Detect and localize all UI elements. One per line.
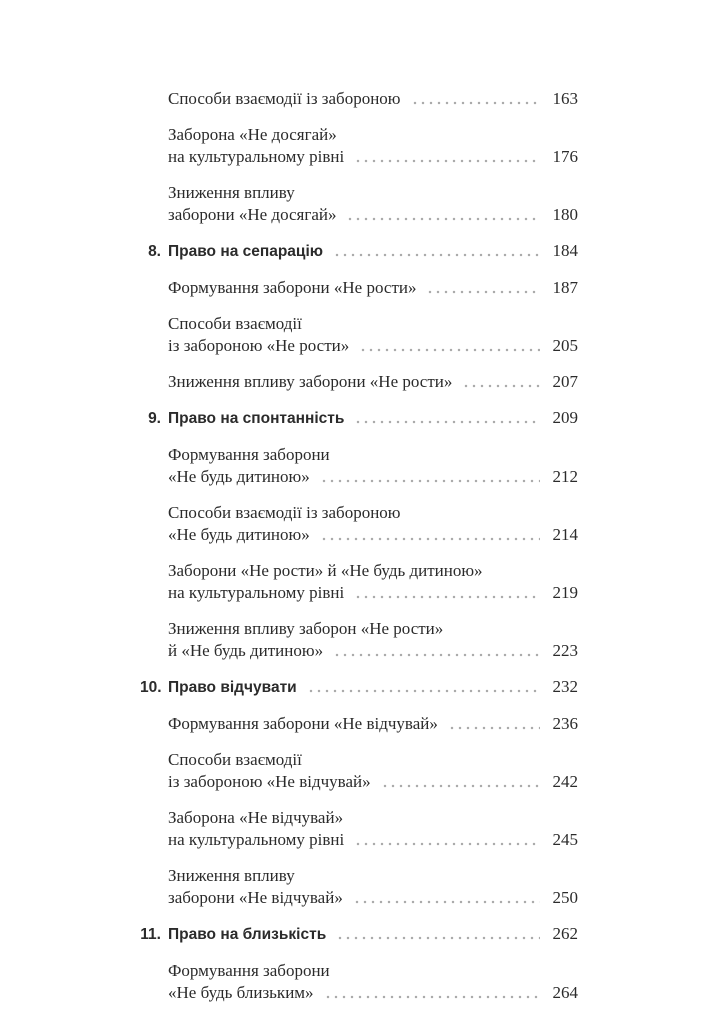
dot-leader [307, 689, 540, 693]
dot-leader [448, 726, 540, 730]
toc-entry-number [140, 88, 168, 89]
toc-chapter-entry [140, 407, 578, 430]
toc-entry-title-line: Заборона «Не відчувай» [168, 808, 344, 827]
toc-entry-title: Право на сепарацію [168, 243, 323, 260]
toc-entry-title: на культуральному рівні [168, 830, 345, 849]
toc-entry-number: 10. [140, 679, 162, 696]
toc-entry-title-line: Способи взаємодії із забороною [168, 503, 401, 522]
dot-leader [336, 936, 540, 940]
toc-sub-entry [140, 277, 578, 299]
toc-sub-entry [140, 182, 578, 226]
toc-sub-entry [140, 618, 578, 662]
toc-sub-entry [140, 807, 578, 851]
toc-entry-number [140, 182, 168, 183]
toc-page-number: 163 [552, 89, 578, 108]
toc-page-number: 205 [552, 336, 578, 355]
dot-leader [462, 384, 540, 388]
toc-entry-title-line: Формування заборони [168, 961, 330, 980]
toc-page-number: 219 [552, 583, 578, 602]
toc-entry-title-line: Зниження впливу заборон «Не рости» [168, 619, 444, 638]
toc-entry-title-line: Зниження впливу [168, 866, 295, 885]
toc-sub-entry [140, 960, 578, 1004]
toc-entry-number [140, 749, 168, 750]
toc-sub-entry [140, 313, 578, 357]
toc-sub-entry [140, 444, 578, 488]
toc-page-number: 212 [552, 467, 578, 486]
toc-entry-title-line: Заборони «Не рости» й «Не будь дитиною» [168, 561, 483, 580]
toc-page-number: 176 [552, 147, 578, 166]
toc-entry-number [140, 371, 168, 372]
toc-page-number: 250 [552, 888, 578, 907]
toc-entry-title: «Не будь близьким» [168, 983, 314, 1002]
toc-entry-number [140, 277, 168, 278]
toc-entry-title: «Не будь дитиною» [168, 525, 310, 544]
toc-entry-title-line: Формування заборони [168, 445, 330, 464]
dot-leader [346, 217, 540, 221]
toc-entry-number: 11. [140, 926, 161, 943]
toc-entry-number [140, 713, 168, 714]
toc-page-number: 262 [552, 924, 578, 943]
toc-entry-title: Способи взаємодії із забороною [168, 89, 401, 108]
dot-leader [320, 479, 540, 483]
toc-chapter-entry [140, 240, 578, 263]
toc-entry-title: Право на спонтанність [168, 410, 345, 427]
toc-entry-title: на культуральному рівні [168, 147, 345, 166]
dot-leader [354, 159, 540, 163]
dot-leader [426, 290, 540, 294]
dot-leader [354, 595, 540, 599]
toc-entry-title-line: Заборона «Не досягай» [168, 125, 337, 144]
toc-sub-entry [140, 713, 578, 735]
toc-page-number: 264 [552, 983, 578, 1002]
dot-leader [333, 253, 540, 257]
dot-leader [320, 537, 540, 541]
toc-page-number: 187 [552, 278, 578, 297]
toc-entry-number: 9. [148, 410, 161, 427]
toc-page-number: 236 [552, 714, 578, 733]
toc-entry-title: Формування заборони «Не рости» [168, 278, 417, 297]
toc-entry-title-line: Способи взаємодії [168, 314, 302, 333]
toc-page-number: 209 [552, 408, 578, 427]
toc-page-number: 184 [552, 241, 578, 260]
toc-entry-number [140, 313, 168, 314]
toc-entry-title: із забороною «Не рости» [168, 336, 350, 355]
toc-sub-entry [140, 88, 578, 110]
toc-entry-number [140, 960, 168, 961]
toc-entry-number [140, 807, 168, 808]
toc-entry-title-line: Способи взаємодії [168, 750, 302, 769]
toc-entry-number [140, 560, 168, 561]
toc-entry-title: Право відчувати [168, 679, 297, 696]
toc-entry-number [140, 444, 168, 445]
toc-sub-entry [140, 560, 578, 604]
toc-entry-title: Зниження впливу заборони «Не рости» [168, 372, 453, 391]
toc-entry-title: Формування заборони «Не відчувай» [168, 714, 438, 733]
toc-entry-title: й «Не будь дитиною» [168, 641, 324, 660]
toc-entry-title: на культуральному рівні [168, 583, 345, 602]
toc-entry-title: заборони «Не відчувай» [168, 888, 343, 907]
dot-leader [381, 784, 540, 788]
toc-sub-entry [140, 371, 578, 393]
toc-page-number: 242 [552, 772, 578, 791]
toc-entry-number [140, 865, 168, 866]
toc-entry-number [140, 124, 168, 125]
toc-page-number: 207 [552, 372, 578, 391]
toc-sub-entry [140, 749, 578, 793]
toc-entry-title: «Не будь дитиною» [168, 467, 310, 486]
toc-entry-title-line: Зниження впливу [168, 183, 295, 202]
toc-sub-entry [140, 865, 578, 909]
toc-entry-number [140, 618, 168, 619]
dot-leader [354, 420, 540, 424]
toc-page-number: 223 [552, 641, 578, 660]
toc-entry-title: із забороною «Не відчувай» [168, 772, 371, 791]
dot-leader [324, 995, 540, 999]
toc-sub-entry [140, 124, 578, 168]
toc-chapter-entry [140, 923, 578, 946]
dot-leader [359, 348, 540, 352]
dot-leader [333, 653, 540, 657]
toc-page-number: 245 [552, 830, 578, 849]
dot-leader [411, 101, 541, 105]
toc-page-number: 180 [552, 205, 578, 224]
toc-entry-title: заборони «Не досягай» [168, 205, 337, 224]
toc-page-number: 214 [552, 525, 578, 544]
toc-entry-number: 8. [148, 243, 161, 260]
toc-chapter-entry [140, 676, 578, 699]
dot-leader [354, 842, 540, 846]
dot-leader [353, 900, 540, 904]
toc-entry-title: Право на близькість [168, 926, 327, 943]
toc-sub-entry [140, 502, 578, 546]
toc-page-number: 232 [552, 677, 578, 696]
toc-list [140, 88, 578, 1018]
toc-entry-number [140, 502, 168, 503]
